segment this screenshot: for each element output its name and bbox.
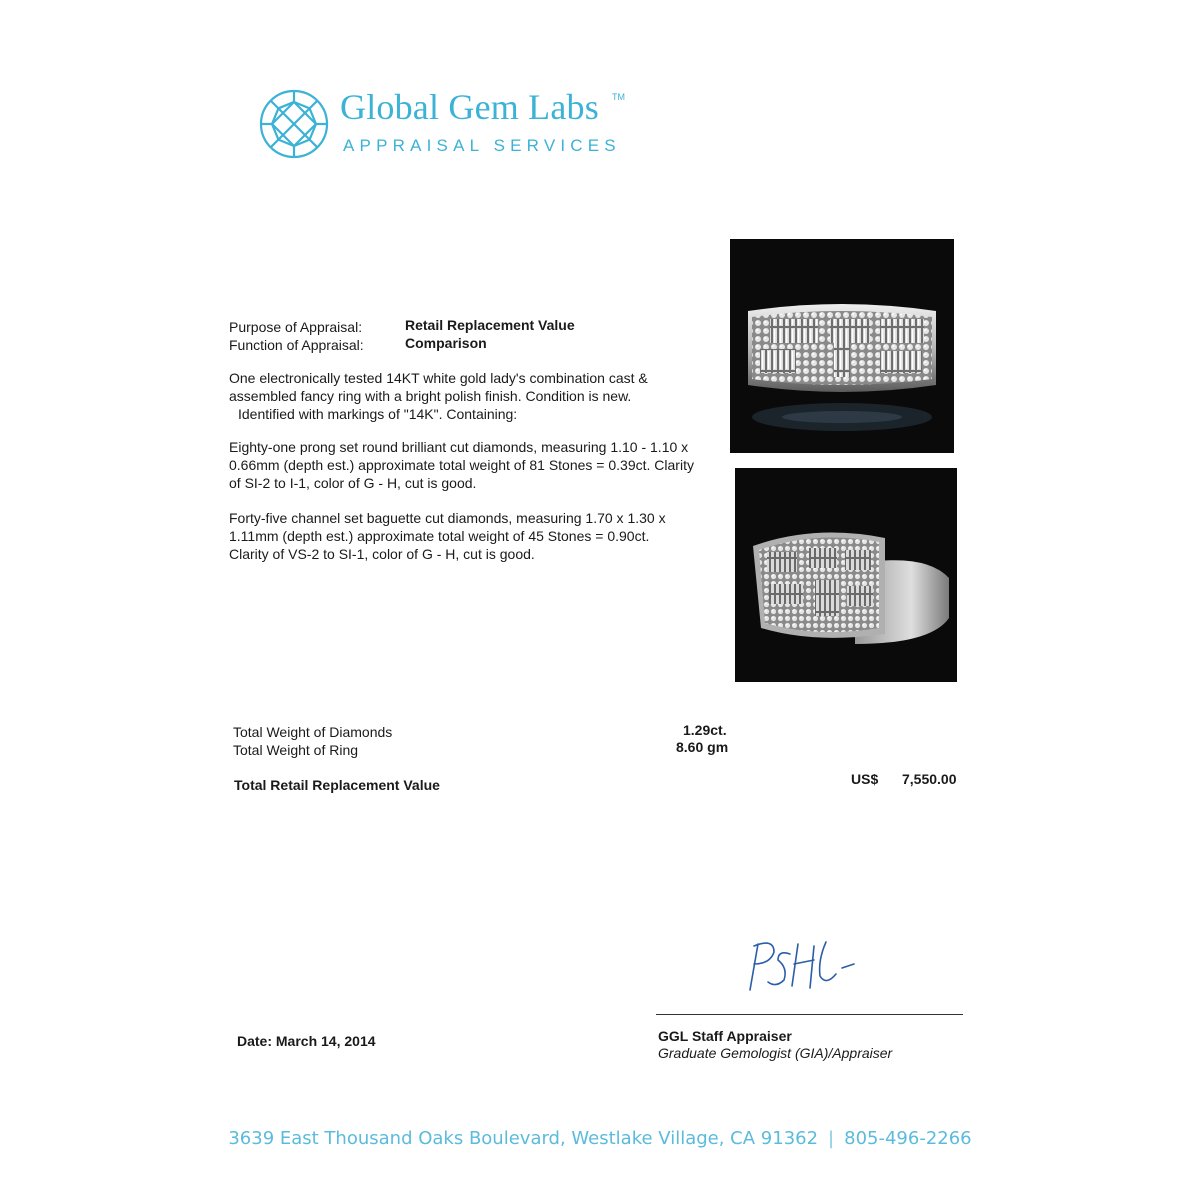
ring-photo-top: [730, 239, 954, 453]
brand-tagline: APPRAISAL SERVICES: [343, 136, 621, 155]
purpose-value: Retail Replacement Value: [405, 317, 575, 333]
ring-image-angle: [735, 468, 957, 682]
purpose-label: Purpose of Appraisal:: [229, 319, 363, 335]
total-retail-label: Total Retail Replacement Value: [234, 777, 440, 793]
stone-group-2: Forty-five channel set baguette cut diamonds, measuring 1.70 x 1.30 x 1.11mm (depth est.) approximate total weight of 45 Stones = 0.90ct. Clarity of VS-2 to SI-1, color of G - H, cut is good.: [229, 510, 666, 562]
appraiser-signature: [740, 930, 870, 992]
item-description-text: One electronically tested 14KT white gold lady's combination cast & assembled fancy ring with a bright polish finish. Condition is new.: [229, 370, 648, 404]
signature-line: [656, 1014, 963, 1015]
total-diamonds-value: 1.29ct.: [683, 722, 727, 738]
total-retail-value: 7,550.00: [902, 771, 957, 787]
function-value: Comparison: [405, 335, 487, 351]
appraisal-date: Date: March 14, 2014: [237, 1033, 376, 1049]
footer-contact: [0, 1128, 1200, 1149]
appraiser-title: GGL Staff Appraiser: [658, 1028, 792, 1044]
footer-address: 3639 East Thousand Oaks Boulevard, Westlake Village, CA 91362: [228, 1128, 819, 1149]
brand-name: Global Gem Labs: [340, 87, 599, 127]
ring-image-top: [730, 239, 954, 453]
faceted-diamond-icon: [258, 88, 330, 160]
total-diamonds-label: Total Weight of Diamonds: [233, 724, 393, 740]
footer-separator: |: [828, 1128, 835, 1149]
trademark-mark: TM: [612, 92, 625, 102]
ring-photo-angle: [735, 468, 957, 682]
total-ring-label: Total Weight of Ring: [233, 742, 359, 758]
stone-group-1: Eighty-one prong set round brilliant cut diamonds, measuring 1.10 - 1.10 x 0.66mm (depth est.) approximate total weight of 81 Stones = 0.39ct. Clarity of SI-2 to I-1, color of G - H, cut is good.: [229, 439, 694, 491]
markings-text: Identified with markings of "14K". Containing:: [238, 406, 518, 422]
footer-phone: 805-496-2266: [844, 1128, 972, 1149]
currency-label: US$: [851, 771, 879, 787]
item-description: [229, 369, 699, 423]
total-ring-value: 8.60 gm: [676, 739, 729, 755]
appraiser-credentials: Graduate Gemologist (GIA)/Appraiser: [658, 1045, 893, 1061]
function-label: Function of Appraisal:: [229, 337, 364, 353]
